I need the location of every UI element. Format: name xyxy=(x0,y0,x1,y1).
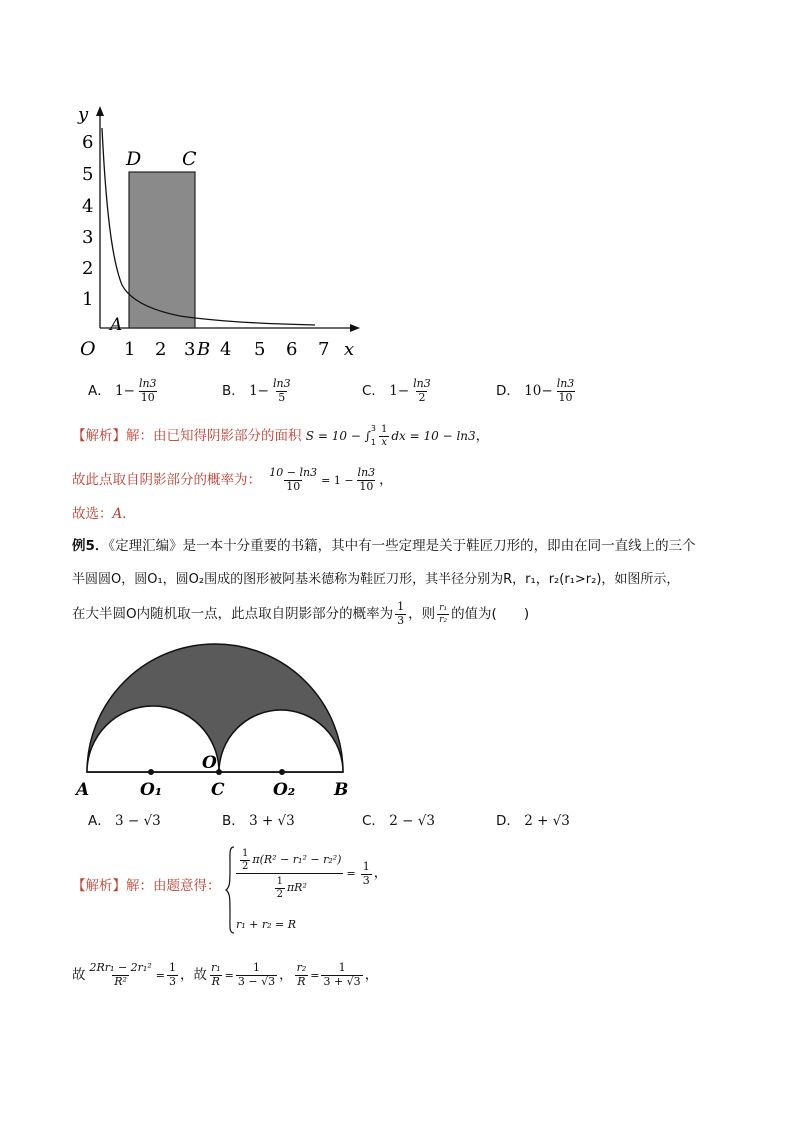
option-b[interactable] xyxy=(222,378,295,404)
x-tick: 6 xyxy=(286,339,298,360)
math-operator: = 1 − xyxy=(321,474,354,488)
label-B: B xyxy=(334,780,349,800)
origin-label: O xyxy=(80,338,96,360)
x-axis-arrow xyxy=(350,324,360,332)
option-letter: C． xyxy=(362,383,385,400)
integral-bounds: 3 1 xyxy=(370,424,376,447)
option-prefix: 1− xyxy=(249,383,269,400)
question-text: 的值为( ) xyxy=(451,606,530,623)
punctuation: ， xyxy=(379,472,393,489)
option-letter: B． xyxy=(222,383,245,400)
big-denominator: $\frac{1}{2}$ πR² xyxy=(276,876,307,900)
point-o1 xyxy=(148,769,154,775)
question-text: 半圆圆O，圆O₁，圆O₂围成的图形被阿基米德称为鞋匠刀形，其半径分别为R，r₁，r₂(r₁>r₂)，如图所示， xyxy=(72,572,680,587)
y-tick: 3 xyxy=(82,227,94,248)
answer: A xyxy=(112,506,123,522)
option-d[interactable] xyxy=(496,378,578,404)
q4-solution-line3 xyxy=(72,508,136,522)
figure-graph xyxy=(70,100,370,365)
brace-icon xyxy=(224,845,236,935)
label-O2: O₂ xyxy=(273,780,296,800)
x-tick: 3 xyxy=(184,339,196,360)
option-prefix: 1− xyxy=(115,383,135,400)
solution-tag: 【解析】 xyxy=(72,878,126,894)
option-letter: D． xyxy=(496,813,520,829)
option-letter: C． xyxy=(362,813,385,829)
option-fraction: $\frac{\ln 3}{10}$ xyxy=(138,377,157,404)
question-number: 例5． xyxy=(72,538,109,554)
option-letter: D． xyxy=(496,383,520,400)
punctuation: ． xyxy=(122,506,136,522)
point-C-label: C xyxy=(182,148,197,170)
option-c[interactable] xyxy=(362,378,435,404)
math-fraction: $\frac{1}{3}$ xyxy=(362,859,370,887)
math-fraction: $\frac{1}{3}$ xyxy=(397,600,405,627)
point-o2 xyxy=(279,769,285,775)
punctuation: ， xyxy=(475,428,490,444)
solution-text: 故选： xyxy=(72,506,113,522)
option-value: 2 − √3 xyxy=(389,813,435,829)
option-c[interactable] xyxy=(362,815,435,829)
math-fraction: $\frac{\text{2Rr₁ − 2r₁²}}{\text{R²}}$ xyxy=(89,961,152,988)
label-O: O xyxy=(202,753,217,773)
option-b[interactable] xyxy=(222,815,295,829)
q5-line1 xyxy=(72,540,696,554)
option-prefix: 1− xyxy=(389,383,410,400)
math-fraction: $\frac{\text{r₁}}{\text{r₂}}$ xyxy=(439,603,448,625)
x-axis-label: x xyxy=(344,339,355,360)
figure-arbelos xyxy=(72,640,357,802)
x-tick: 5 xyxy=(254,339,266,360)
math-expression: S = 10 − ∫ xyxy=(305,429,371,443)
y-axis-arrow xyxy=(96,106,104,116)
x-tick: 1 xyxy=(124,339,136,360)
option-letter: A． xyxy=(88,383,111,400)
point-A-label: A xyxy=(110,315,123,335)
option-letter: B． xyxy=(222,813,245,829)
solution-text: 故 xyxy=(72,967,86,984)
point-c xyxy=(216,769,222,775)
option-a[interactable] xyxy=(88,815,161,829)
point-B-label: B xyxy=(197,339,211,360)
x-tick: 2 xyxy=(155,339,167,360)
math-fraction: $\frac{\text{r₂}}{R}$ xyxy=(296,961,307,988)
label-O1: O₁ xyxy=(140,780,163,800)
q4-solution-line1 xyxy=(72,424,489,448)
question-text: ，则 xyxy=(408,606,436,623)
option-value: 2 + √3 xyxy=(524,813,570,829)
solution-text: ，故 xyxy=(179,967,207,984)
question-text: 在大半圆O内随机取一点，此点取自阴影部分的概率为 xyxy=(72,606,394,623)
math-fraction: $\frac{\ln 3}{10}$ xyxy=(357,466,376,493)
q5-line3 xyxy=(72,601,529,627)
system-equation-row2: r₁ + r₂ = R xyxy=(236,918,297,931)
point-D-label: D xyxy=(126,148,142,170)
y-tick: 6 xyxy=(82,132,94,153)
y-axis-label: y xyxy=(78,104,89,125)
punctuation: ， xyxy=(279,967,293,984)
x-tick: 7 xyxy=(318,339,330,360)
label-A: A xyxy=(76,780,90,800)
question-text: 《定理汇编》是一本十分重要的书籍，其中有一些定理是关于鞋匠刀形的，即由在同一直线上的三个 xyxy=(108,538,696,554)
option-fraction: $\frac{\ln 3}{2}$ xyxy=(413,377,431,404)
option-prefix: 10− xyxy=(524,383,553,400)
solution-text: 解：由已知得阴影部分的面积 xyxy=(126,428,302,444)
q5-line2 xyxy=(72,573,679,586)
option-letter: A． xyxy=(88,813,111,829)
option-a[interactable] xyxy=(88,378,161,404)
solution-text: 故此点取自阴影部分的概率为： xyxy=(72,472,261,489)
math-fraction: $\frac{1}{3}$ xyxy=(168,961,176,988)
y-tick: 2 xyxy=(82,258,94,279)
option-fraction: $\frac{\ln 3}{5}$ xyxy=(272,377,291,404)
shaded-rectangle xyxy=(129,172,195,328)
option-d[interactable] xyxy=(496,815,570,829)
option-fraction: $\frac{\ln 3}{10}$ xyxy=(556,377,575,404)
y-tick: 4 xyxy=(82,196,94,217)
big-numerator: $\frac{1}{2}$ π(R² − r₁² − r₂²) xyxy=(236,848,343,874)
math-fraction: $\frac{\text{r₁}}{R}$ xyxy=(210,961,221,988)
math-fraction: $\frac{10 - \ln 3}{10}$ xyxy=(269,466,318,493)
math-expression: dx = 10 − ln3 xyxy=(391,429,476,443)
q5-solution-intro xyxy=(72,880,221,894)
solution-tag: 【解析】 xyxy=(72,428,126,444)
x-tick: 4 xyxy=(220,339,232,360)
option-value: 3 + √3 xyxy=(249,813,295,829)
math-fraction: $\frac{1}{3 + √3}$ xyxy=(323,961,361,988)
y-tick: 5 xyxy=(82,164,94,185)
punctuation: ， xyxy=(373,865,388,882)
punctuation: ， xyxy=(364,967,379,984)
solution-text: 解：由题意得： xyxy=(126,878,221,894)
y-tick: 1 xyxy=(82,289,94,310)
integrand: $\frac{1}{x}$ xyxy=(381,424,388,448)
system-equation-row1: $\frac{1}{2}$ π(R² − r₁² − r₂²) $\frac{1}{2}$ πR² = $\frac{1}{3}$ ， xyxy=(236,848,387,900)
q4-solution-line2 xyxy=(72,467,393,493)
label-C: C xyxy=(211,780,225,800)
math-fraction: $\frac{1}{3 - √3}$ xyxy=(237,961,276,988)
q5-solution-final: 故 $\frac{\text{2Rr₁ − 2r₁²}}{\text{R²}}$ = $\frac{1}{3}$ ，故 $\frac{\text{r₁}}{R}$ = $\frac{1}{3 - √3}$ ， $\frac{\text{r₂}}{R}$ = $\frac{1}{3 + √3}$ ， xyxy=(72,961,379,988)
option-value: 3 − √3 xyxy=(115,813,161,829)
